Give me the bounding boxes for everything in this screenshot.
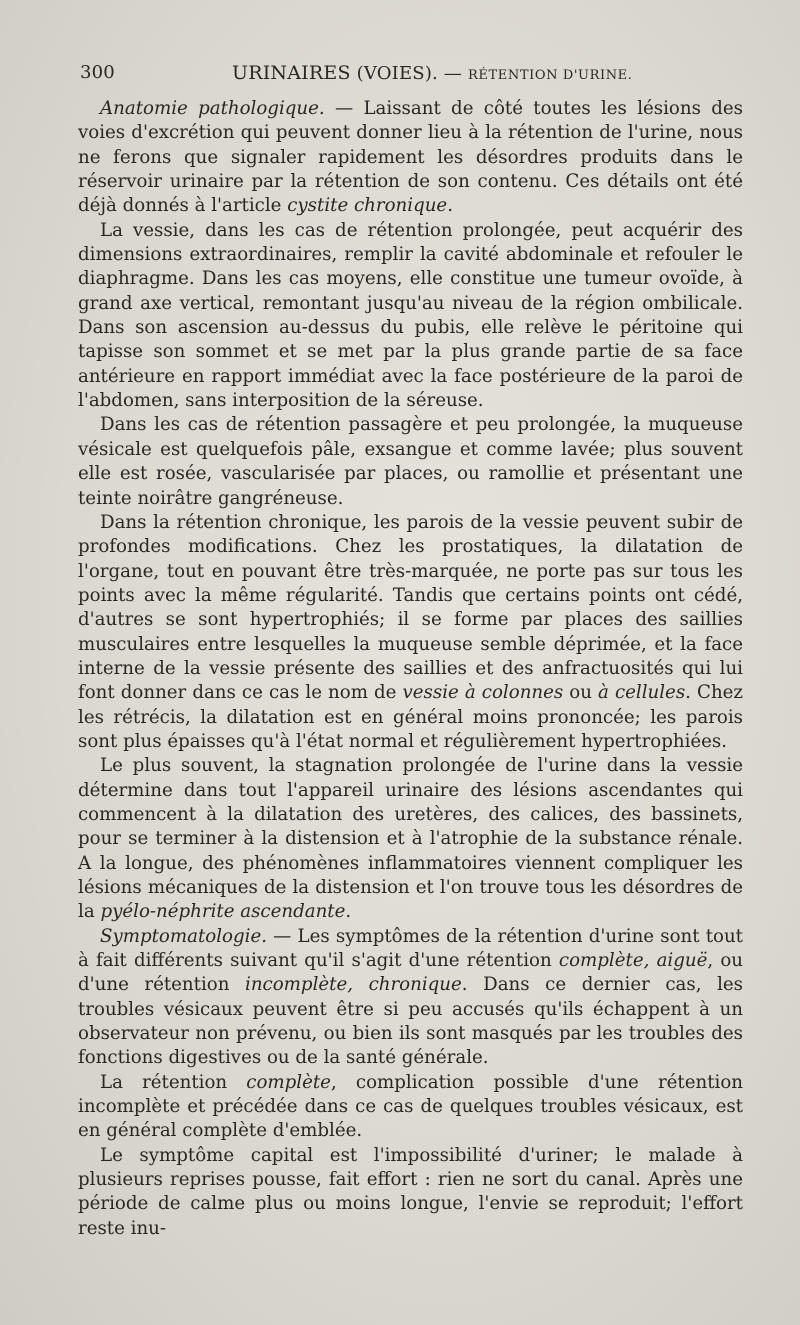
paragraph [78,1071,743,1144]
running-header [80,62,760,88]
text-run: Le plus souvent, la stagnation prolongée de l'urine dans la vessie détermine dans tout l'appareil urinaire des lésions ascendantes qui commencent à la dilatation des uretères, des calices, des bassinets, pour se terminer à la distension et à l'atrophie de la substance rénale. A la longue, des phénomènes inflammatoires viennent compliquer les lésions mécaniques de la distension et l'on trouve tous les désordres de la [78,755,743,923]
text-run: — Les symptômes de la rétention d'urine sont tout à fait différents suivant qu'il s'agit d'une rétention [78,925,743,972]
text-run: La rétention [100,1071,247,1093]
running-title-dash: — [443,63,463,84]
text-run: . [447,195,453,217]
text-run: Dans la rétention chronique, les parois de la vessie peuvent subir de profondes modifications. Chez les prostatiques, la dilatation de l'organe, tout en pouvant être très-marquée, ne porte pas sur tous les points avec la même régularité. Tandis que certains points ont cédé, d'autres se sont hypertrophiés; il se forme par places des saillies musculaires entre lesquelles la muqueuse semble déprimée, et la face interne de la vessie présente des saillies et des anfractuosités qui lui font donner dans ce cas le nom de [78,511,743,704]
italic-run: complète, aiguë [558,950,708,972]
italic-run: Anatomie pathologique. [100,98,325,119]
paragraph [78,754,743,924]
page-number: 300 [80,62,115,83]
italic-run: à cellules [598,682,686,704]
text-run: ou [563,682,599,704]
italic-run: Symptomatologie. [100,925,267,947]
paragraph [78,97,743,219]
text-run: , complication possible d'une rétention incomplète et précédée dans ce cas de quelques troubles vésicaux, est en général complète d'emblée. [78,1071,743,1142]
text-run: — Laissant de côté toutes les lésions des voies d'excrétion qui peuvent donner lieu à la rétention de l'urine, nous ne ferons que signaler rapidement les désordres produits dans le réservoir urinaire par la rétention de son contenu. Ces détails ont été déjà donnés à l'article [78,98,743,217]
text-run: Dans les cas de rétention passagère et peu prolongée, la muqueuse vésicale est quelquefois pâle, exsangue et comme lavée; plus souvent elle est rosée, vascularisée par places, ou ramollie et présentant une teinte noirâtre gangréneuse. [78,414,743,509]
running-title [232,62,633,84]
body-text [78,97,743,1241]
paragraph [78,413,743,510]
paragraph [78,925,743,1071]
text-run: . Dans ce dernier cas, les troubles vésicaux peuvent être si peu accusés qu'ils échappent à un observateur non prévenu, ou bien ils sont masqués par les troubles des fonctions digestives ou de la santé générale. [78,974,743,1069]
italic-run: cystite chronique [287,195,448,217]
italic-run: vessie à colonnes [402,682,564,704]
running-title-paren: (VOIES). [356,63,438,84]
paragraph [78,219,743,414]
paragraph [78,1144,743,1241]
paragraph [78,511,743,754]
text-run: . Chez les rétrécis, la dilatation est en général moins prononcée; les parois sont plus épaisses qu'à l'état normal et régulièrement hypertrophiées. [78,682,744,752]
text-run: . [345,901,352,923]
italic-run: complète [246,1071,331,1093]
italic-run: pyélo-néphrite ascendante [100,901,346,923]
running-title-main: URINAIRES [232,62,351,84]
running-title-section: RÉTENTION D'URINE. [468,68,633,83]
italic-run: incomplète, chronique [245,974,462,996]
text-run: Le symptôme capital est l'impossibilité d'uriner; le malade à plusieurs reprises pousse, fait effort : rien ne sort du canal. Après une période de calme plus ou moins longue, l'envie se reproduit; l'effort reste inu- [78,1144,743,1239]
text-run: , ou d'une rétention [78,950,743,996]
text-run: La vessie, dans les cas de rétention prolongée, peut acquérir des dimensions extraordinaires, remplir la cavité abdominale et refouler le diaphragme. Dans les cas moyens, elle constitue une tumeur ovoïde, à grand axe vertical, remontant jusqu'au niveau de la région ombilicale. Dans son ascension au-dessus du pubis, elle relève le péritoine qui tapisse son sommet et se met par la plus grande partie de sa face antérieure en rapport immédiat avec la face postérieure de la paroi de l'abdomen, sans interposition de la séreuse. [78,219,743,412]
